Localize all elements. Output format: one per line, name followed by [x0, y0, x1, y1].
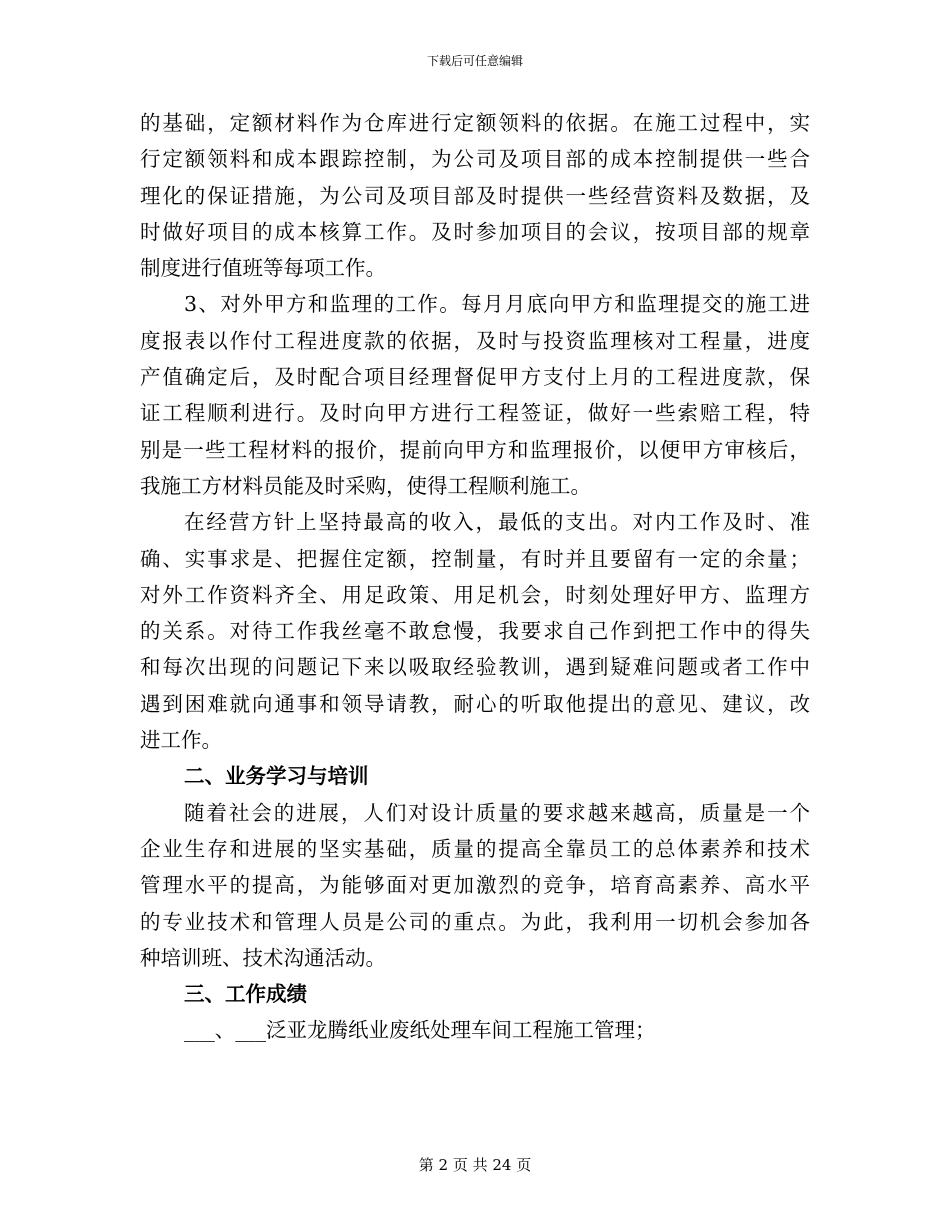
text-line: 进工作。: [140, 728, 222, 753]
section-heading: 二、业务学习与培训: [184, 764, 369, 789]
page-header: 下载后可任意编辑: [426, 54, 523, 68]
text-line: 随着社会的进展，人们对设计质量的要求越来越高，质量是一个: [184, 800, 810, 825]
text-line: 度报表以作付工程进度款的依据，及时与投资监理核对工程量，进度: [140, 328, 810, 353]
text-line: 理化的保证措施，为公司及项目部及时提供一些经营资料及数据，及: [140, 183, 810, 208]
text-line: 证工程顺利进行。及时向甲方进行工程签证，做好一些索赔工程，特: [140, 401, 810, 426]
section-heading: 三、工作成绩: [184, 982, 307, 1007]
text-line: 管理水平的提高，为能够面对更加激烈的竞争，培育高素养、高水平: [140, 873, 810, 898]
text-line: 时做好项目的成本核算工作。及时参加项目的会议，按项目部的规章: [140, 219, 810, 244]
page-footer: 第 2 页 共 24 页: [418, 1156, 532, 1174]
text-line: 3、对外甲方和监理的工作。每月月底向甲方和监理提交的施工进: [184, 292, 810, 317]
text-line: 制度进行值班等每项工作。: [140, 256, 386, 281]
text-line: 对外工作资料齐全、用足政策、用足机会，时刻处理好甲方、监理方: [140, 582, 810, 607]
text-line: 产值确定后，及时配合项目经理督促甲方支付上月的工程进度款，保: [140, 365, 810, 390]
text-line: 的专业技术和管理人员是公司的重点。为此，我利用一切机会参加各: [140, 909, 810, 934]
text-line: 确、实事求是、把握住定额，控制量，有时并且要留有一定的余量；: [140, 546, 810, 571]
text-line: 行定额领料和成本跟踪控制，为公司及项目部的成本控制提供一些合: [140, 147, 810, 172]
text-line: 种培训班、技术沟通活动。: [140, 945, 386, 970]
text-line: 别是一些工程材料的报价，提前向甲方和监理报价，以便甲方审核后，: [140, 437, 810, 462]
text-line: 在经营方针上坚持最高的收入，最低的支出。对内工作及时、准: [184, 510, 810, 535]
text-line: 企业生存和进展的坚实基础，质量的提高全靠员工的总体素养和技术: [140, 836, 810, 861]
text-line: ___、___泛亚龙腾纸业废纸处理车间工程施工管理；: [184, 1018, 656, 1043]
text-line: 遇到困难就向通事和领导请教，耐心的听取他提出的意见、建议，改: [140, 691, 810, 716]
text-line: 的关系。对待工作我丝毫不敢怠慢，我要求自己作到把工作中的得失: [140, 619, 810, 644]
text-line: 和每次出现的问题记下来以吸取经验教训，遇到疑难问题或者工作中: [140, 655, 810, 680]
text-line: 我施工方材料员能及时采购，使得工程顺利施工。: [140, 473, 591, 498]
text-line: 的基础，定额材料作为仓库进行定额领料的依据。在施工过程中，实: [140, 111, 810, 135]
document-body: [140, 108, 810, 1052]
